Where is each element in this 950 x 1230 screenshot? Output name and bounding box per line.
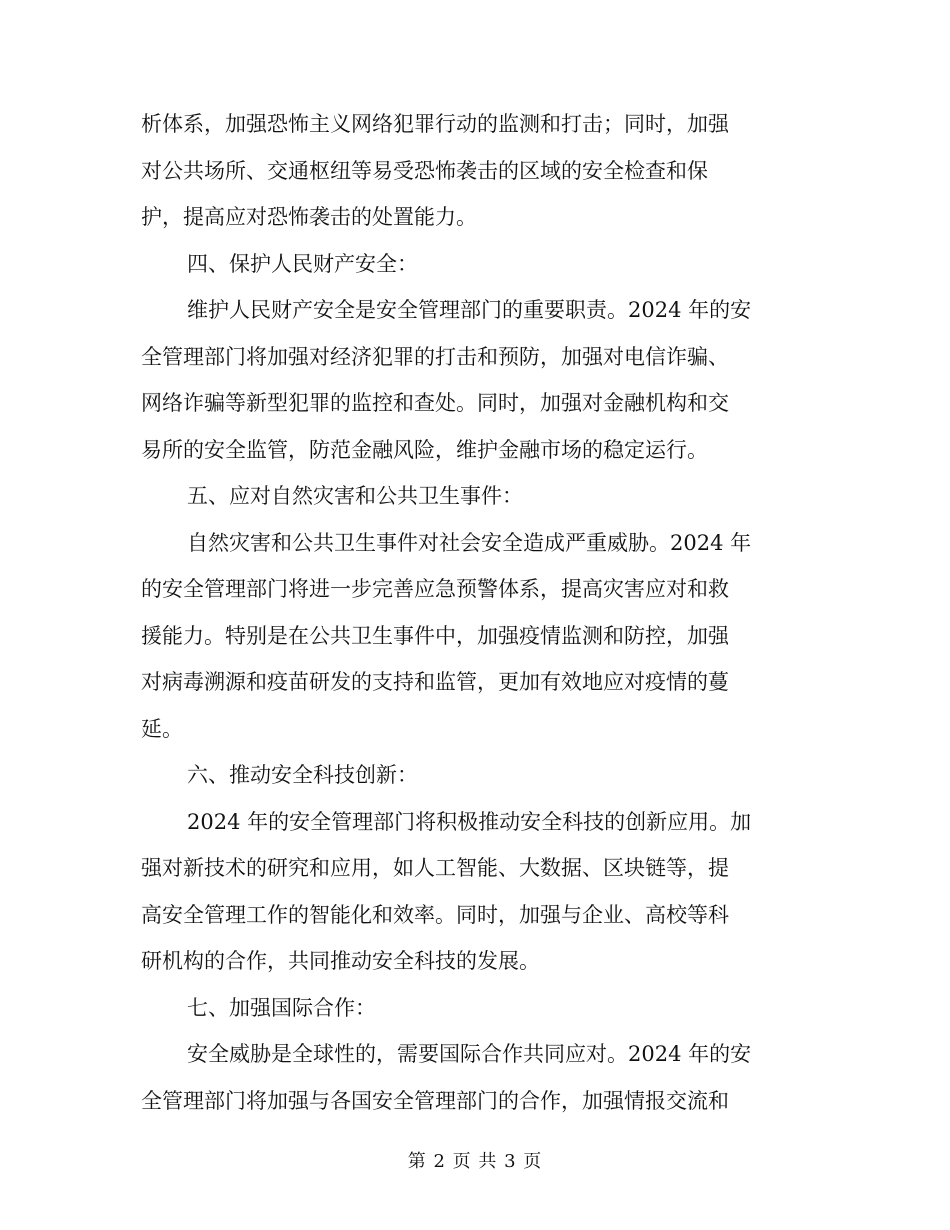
text-line: 研机构的合作，共同推动安全科技的发展。 [141,949,540,973]
text-line: 维护人民财产安全是安全管理部门的重要职责。2024 年的安 [187,298,752,322]
section-heading-5: 五、应对自然灾害和公共卫生事件： [187,484,523,508]
section-heading-4: 四、保护人民财产安全： [187,251,418,276]
section-heading-7: 七、加强国际合作： [187,995,376,1020]
text-line: 对公共场所、交通枢纽等易受恐怖袭击的区域的安全检查和保 [141,158,708,183]
text-line: 析体系，加强恐怖主义网络犯罪行动的监测和打击；同时，加强 [141,112,729,136]
text-line: 强对新技术的研究和应用，如人工智能、大数据、区块链等，提 [141,856,729,880]
text-line: 援能力。特别是在公共卫生事件中，加强疫情监测和防控，加强 [141,623,729,648]
text-line: 易所的安全监管，防范金融风险，维护金融市场的稳定运行。 [141,437,708,462]
text-line: 的安全管理部门将进一步完善应急预警体系，提高灾害应对和救 [141,577,729,601]
page-footer: 第 2 页 共 3 页 [407,1151,543,1172]
document-body [141,101,801,1124]
text-line: 对病毒溯源和疫苗研发的支持和监管，更加有效地应对疫情的蔓 [141,670,729,694]
text-line: 延。 [141,716,183,741]
text-line: 自然灾害和公共卫生事件对社会安全造成严重威胁。2024 年 [187,530,752,555]
section-heading-6: 六、推动安全科技创新： [187,763,418,787]
text-line: 全管理部门将加强与各国安全管理部门的合作，加强情报交流和 [141,1088,729,1113]
text-line: 护，提高应对恐怖袭击的处置能力。 [141,205,477,229]
text-line: 安全威胁是全球性的，需要国际合作共同应对。2024 年的安 [187,1042,752,1066]
text-line: 全管理部门将加强对经济犯罪的打击和预防，加强对电信诈骗、 [141,344,729,369]
text-line: 网络诈骗等新型犯罪的监控和查处。同时，加强对金融机构和交 [141,391,729,415]
text-line: 2024 年的安全管理部门将积极推动安全科技的创新应用。加 [187,809,752,834]
text-line: 高安全管理工作的智能化和效率。同时，加强与企业、高校等科 [141,902,729,927]
